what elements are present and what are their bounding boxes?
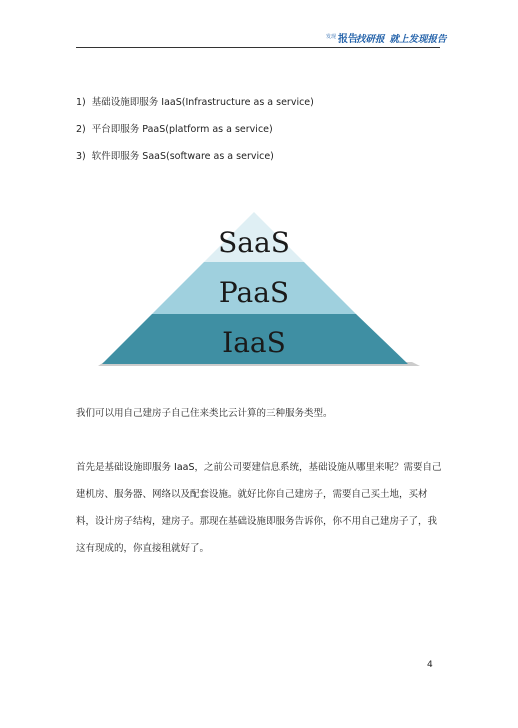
brand-logo xyxy=(326,30,358,45)
service-list xyxy=(76,96,456,177)
list-item xyxy=(76,96,456,123)
paragraph-intro: 我们可以用自己建房子自己住来类比云计算的三种服务类型。 xyxy=(76,408,333,419)
list-item xyxy=(76,150,456,177)
list-text: 软件即服务 SaaS(software as a service) xyxy=(91,151,274,162)
list-item xyxy=(76,123,456,150)
list-text: 平台即服务 PaaS(platform as a service) xyxy=(91,124,273,135)
pyramid-label-saas: SaaS xyxy=(218,226,290,259)
cloud-service-pyramid xyxy=(96,210,420,370)
slogan-left: 找研报 xyxy=(356,34,385,45)
slogan-right: 就上发现报告 xyxy=(389,34,447,45)
list-number: 1) xyxy=(76,97,86,108)
header-slogan xyxy=(356,31,447,45)
page-header xyxy=(0,28,518,48)
logo-small-text: 发现 xyxy=(326,34,337,40)
list-number: 3) xyxy=(76,151,86,162)
header-divider xyxy=(76,47,440,48)
pyramid-label-iaas: IaaS xyxy=(222,326,286,359)
pyramid-label-paas: PaaS xyxy=(218,276,290,309)
list-text: 基础设施即服务 IaaS(Infrastructure as a service) xyxy=(91,97,314,108)
paragraph-iaas: 首先是基础设施即服务 IaaS，之前公司要建信息系统，基础设施从哪里来呢？需要自己建机房、服务器、网络以及配套设施。就好比你自己建房子，需要自己买土地，买材料，设计房子结构，建房子。那现在基础设施即服务告诉你，你不用自己建房子了，我这有现成的，你直接租就好了。 xyxy=(76,462,442,554)
page-number: 4 xyxy=(427,660,433,670)
logo-main-text: 报告 xyxy=(338,34,358,45)
list-number: 2) xyxy=(76,124,86,135)
